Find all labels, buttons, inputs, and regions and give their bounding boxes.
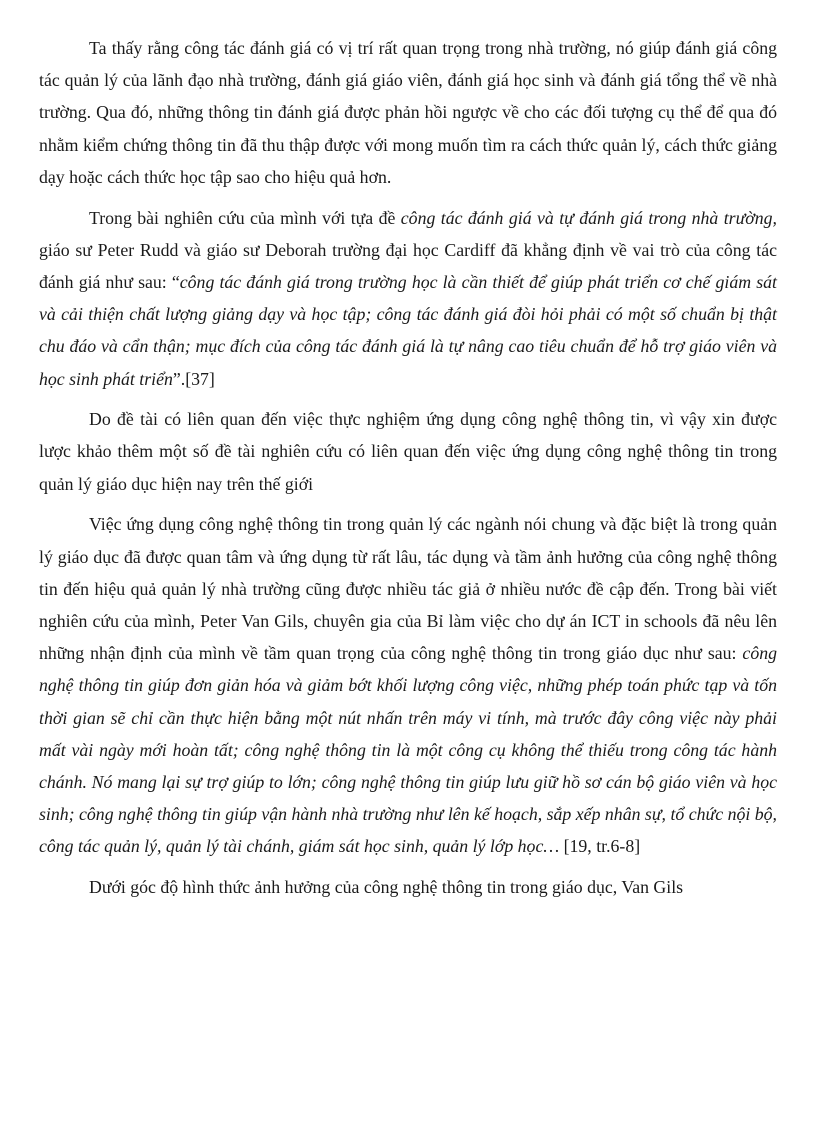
- paragraph-1: [39, 32, 777, 193]
- paragraph-2-title-italic: công tác đánh giá và tự đánh giá trong nhà trường,: [400, 207, 777, 228]
- paragraph-5: [39, 871, 777, 903]
- paragraph-2-quote-italic: công tác đánh giá trong trường học là cần thiết để giúp phát triển cơ chế giám sát và cải thiện chất lượng giảng dạy và học tập; công tác đánh giá đòi hỏi phải có một số chuẩn bị thật chu đáo và cẩn thận; mục đích của công tác đánh giá là tự nâng cao tiêu chuẩn để hỗ trợ giáo viên và học sinh phát triển: [39, 271, 777, 389]
- paragraph-5-text: Dưới góc độ hình thức ảnh hưởng của công nghệ thông tin trong giáo dục, Van Gils: [89, 877, 684, 898]
- paragraph-3: [39, 403, 777, 500]
- paragraph-2-text-b: giáo sư Peter Rudd và giáo sư Deborah trường đại học Cardiff đã khẳng định về vai trò của công tác đánh giá như sau: “: [39, 239, 777, 292]
- paragraph-1-text: Ta thấy rằng công tác đánh giá có vị trí rất quan trọng trong nhà trường, nó giúp đánh giá công tác quản lý của lãnh đạo nhà trường, đánh giá giáo viên, đánh giá học sinh và đánh giá tổng thể về nhà trường. Qua đó, những thông tin đánh giá được phản hồi ngược về cho các đối tượng cụ thể để qua đó nhằm kiểm chứng thông tin đã thu thập được với mong muốn tìm ra cách thức quản lý, cách thức giảng dạy hoặc cách thức học tập sao cho hiệu quả hơn.: [39, 38, 777, 187]
- paragraph-2-citation: ”.[37]: [172, 368, 215, 389]
- paragraph-4-quote-italic: công nghệ thông tin giúp đơn giản hóa và giảm bớt khối lượng công việc, những phép toán phức tạp và tốn thời gian sẽ chỉ cần thực hiện bằng một nút nhấn trên máy vi tính, mà trước đây công việc này phải mất vài ngày mới hoàn tất; công nghệ thông tin là một công cụ không thể thiếu trong công tác hành chánh. Nó mang lại sự trợ giúp to lớn; công nghệ thông tin giúp lưu giữ hồ sơ cán bộ giáo viên và học sinh; công nghệ thông tin giúp vận hành nhà trường như lên kế hoạch, sắp xếp nhân sự, tổ chức nội bộ, công tác quản lý, quản lý tài chánh, giám sát học sinh, quản lý lớp học…: [39, 643, 777, 857]
- paragraph-4-text-a: Việc ứng dụng công nghệ thông tin trong quản lý các ngành nói chung và đặc biệt là trong quản lý giáo dục đã được quan tâm và ứng dụng từ rất lâu, tác dụng và tầm ảnh hưởng của công nghệ thông tin đến hiệu quả quản lý nhà trường cũng được nhiều tác giả ở nhiều nước đề cập đến. Trong bài viết nghiên cứu của mình, Peter Van Gils, chuyên gia của Bỉ làm việc cho dự án ICT in schools đã nêu lên những nhận định của mình về tầm quan trọng của công nghệ thông tin trong giáo dục như sau:: [39, 514, 777, 664]
- paragraph-4: [39, 508, 777, 862]
- paragraph-3-text: Do đề tài có liên quan đến việc thực nghiệm ứng dụng công nghệ thông tin, vì vậy xin được lược khảo thêm một số đề tài nghiên cứu có liên quan đến việc ứng dụng công nghệ thông tin trong quản lý giáo dục hiện nay trên thế giới: [39, 409, 777, 494]
- document-page: [39, 32, 777, 912]
- paragraph-2: [39, 202, 777, 395]
- paragraph-2-text-a: Trong bài nghiên cứu của mình với tựa đề: [89, 207, 401, 228]
- paragraph-4-citation: [19, tr.6-8]: [559, 836, 641, 857]
